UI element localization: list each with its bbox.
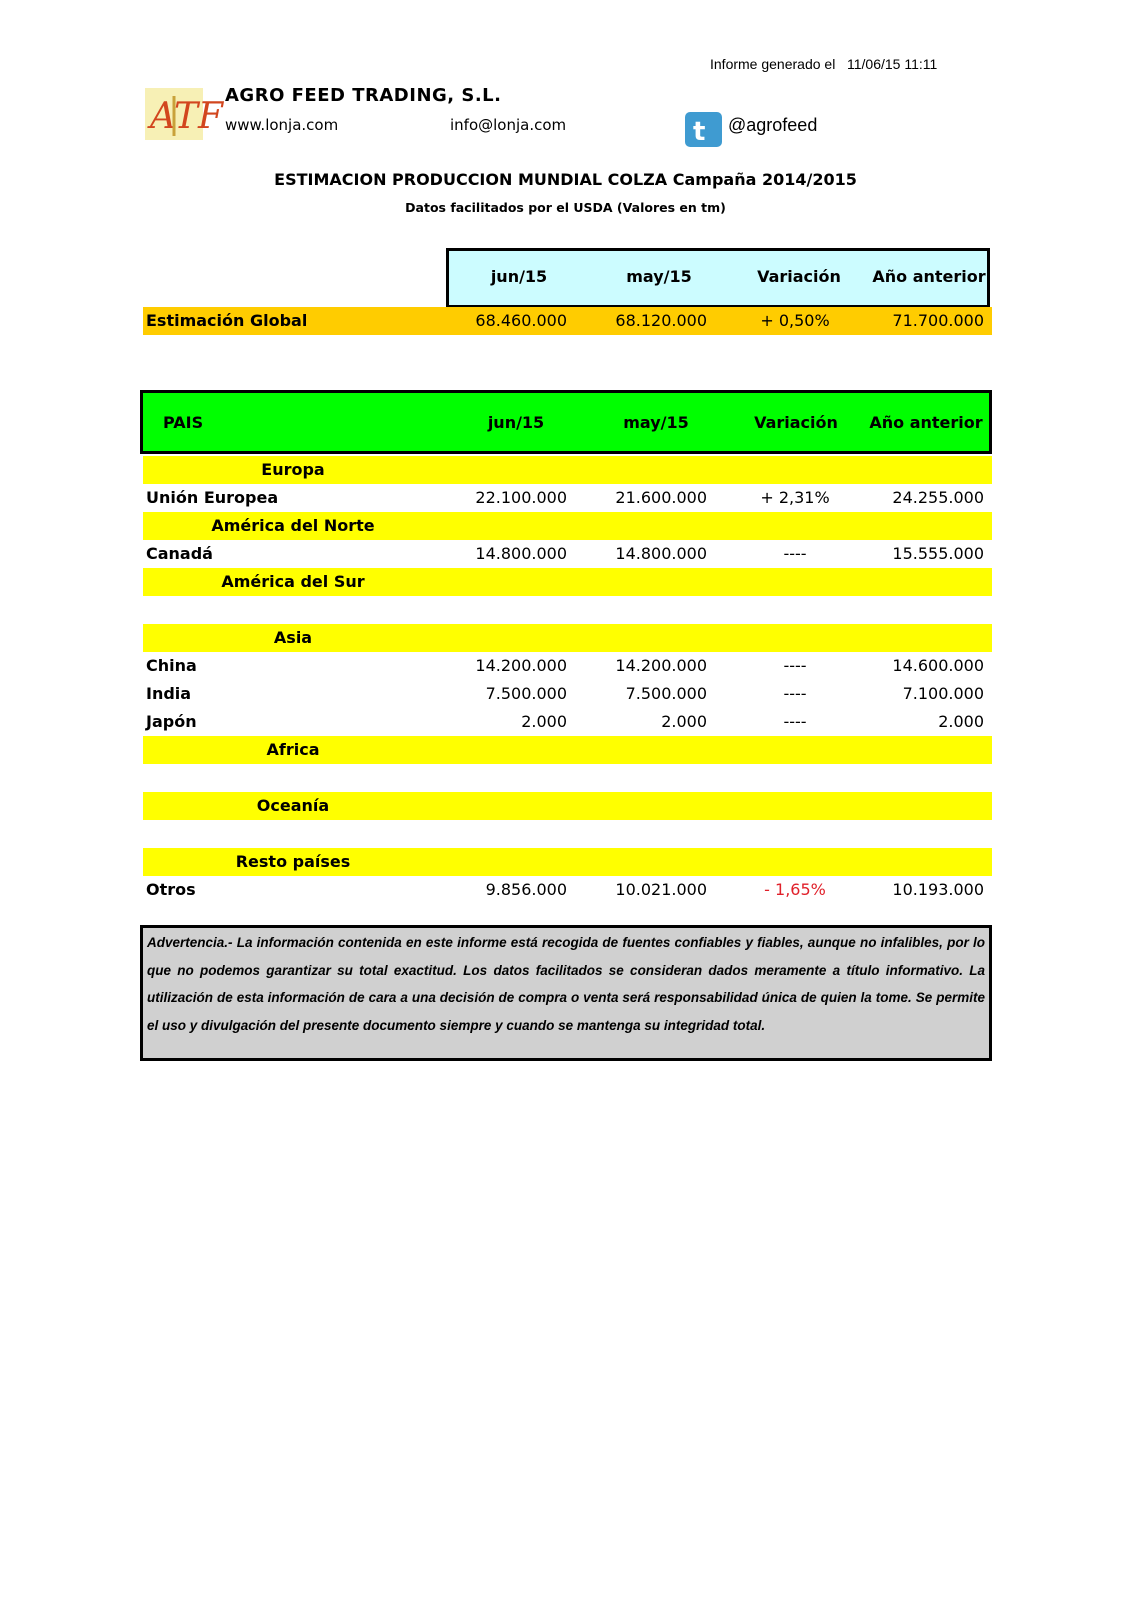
region-row-oceania bbox=[143, 792, 992, 820]
value-previous: 14.800.000 bbox=[615, 544, 707, 563]
region-row-africa bbox=[143, 736, 992, 764]
region-row-america-sur bbox=[143, 568, 992, 596]
global-variation: + 0,50% bbox=[760, 311, 830, 330]
twitter-icon bbox=[685, 112, 722, 147]
region-label: Europa bbox=[261, 460, 325, 479]
value-current: 14.800.000 bbox=[475, 544, 567, 563]
value-variation: ---- bbox=[783, 712, 807, 731]
value-last-year: 2.000 bbox=[938, 712, 984, 731]
global-label: Estimación Global bbox=[146, 311, 308, 330]
region-row-asia bbox=[143, 624, 992, 652]
table-row bbox=[143, 484, 992, 512]
table-row bbox=[143, 540, 992, 568]
generated-label: Informe generado el bbox=[710, 56, 836, 72]
value-variation: + 2,31% bbox=[760, 488, 830, 507]
table-row bbox=[143, 876, 992, 904]
value-previous: 10.021.000 bbox=[615, 880, 707, 899]
value-current: 7.500.000 bbox=[485, 684, 567, 703]
col-previous: may/15 bbox=[623, 413, 689, 432]
value-previous: 2.000 bbox=[661, 712, 707, 731]
value-previous: 14.200.000 bbox=[615, 656, 707, 675]
country-table-header bbox=[140, 390, 992, 454]
value-last-year: 24.255.000 bbox=[892, 488, 984, 507]
value-last-year: 14.600.000 bbox=[892, 656, 984, 675]
region-label: Oceanía bbox=[256, 796, 330, 815]
region-row-america-norte bbox=[143, 512, 992, 540]
col-variation: Variación bbox=[754, 413, 838, 432]
table-row bbox=[143, 652, 992, 680]
disclaimer-box: Advertencia.- La información contenida en este informe está recogida de fuentes confiables y fiables, aunque no infalibles, por lo que no podemos garantizar su total exactitud. Los datos facilitados se consideran dados meramente a título informativo. La utilización de esta información de cara a una decisión de compra o venta será responsabilidad única de quien la tome. Se permite el uso y divulgación del presente documento siempre y cuando se mantenga su integridad total. bbox=[140, 925, 992, 1061]
country-name: Otros bbox=[146, 880, 196, 899]
region-label: Resto países bbox=[235, 852, 351, 871]
global-estimate-row bbox=[143, 307, 992, 335]
col-previous: may/15 bbox=[626, 267, 692, 286]
col-country: PAIS bbox=[163, 413, 204, 432]
value-last-year: 7.100.000 bbox=[902, 684, 984, 703]
col-last-year: Año anterior bbox=[869, 413, 983, 432]
table-row bbox=[143, 708, 992, 736]
website-link[interactable]: www.lonja.com bbox=[225, 116, 339, 134]
report-subtitle: Datos facilitados por el USDA (Valores en tm) bbox=[405, 200, 726, 215]
value-variation: ---- bbox=[783, 684, 807, 703]
country-name: Japón bbox=[146, 712, 197, 731]
table-row bbox=[143, 680, 992, 708]
company-logo bbox=[145, 88, 224, 140]
logo-text: ATF bbox=[150, 96, 224, 137]
global-last-year: 71.700.000 bbox=[892, 311, 984, 330]
value-variation: ---- bbox=[783, 656, 807, 675]
generated-datetime: 11/06/15 11:11 bbox=[846, 56, 938, 72]
value-last-year: 10.193.000 bbox=[892, 880, 984, 899]
col-current: jun/15 bbox=[490, 267, 548, 286]
value-current: 14.200.000 bbox=[475, 656, 567, 675]
twitter-handle[interactable]: @agrofeed bbox=[728, 115, 818, 135]
company-name: AGRO FEED TRADING, S.L. bbox=[225, 85, 502, 106]
col-variation: Variación bbox=[757, 267, 841, 286]
col-current: jun/15 bbox=[487, 413, 545, 432]
country-name: India bbox=[146, 684, 192, 703]
region-label: América del Sur bbox=[221, 572, 365, 591]
country-name: Canadá bbox=[146, 544, 213, 563]
global-current: 68.460.000 bbox=[475, 311, 567, 330]
region-label: Asia bbox=[273, 628, 313, 647]
generated-timestamp bbox=[710, 56, 937, 72]
value-previous: 21.600.000 bbox=[615, 488, 707, 507]
value-variation: ---- bbox=[783, 544, 807, 563]
global-previous: 68.120.000 bbox=[615, 311, 707, 330]
value-last-year: 15.555.000 bbox=[892, 544, 984, 563]
value-previous: 7.500.000 bbox=[625, 684, 707, 703]
email-link[interactable]: info@lonja.com bbox=[450, 116, 567, 134]
value-current: 9.856.000 bbox=[485, 880, 567, 899]
region-label: Africa bbox=[266, 740, 320, 759]
region-row-europa bbox=[143, 456, 992, 484]
value-variation-negative: - 1,65% bbox=[764, 880, 826, 899]
value-current: 2.000 bbox=[521, 712, 567, 731]
global-header bbox=[446, 248, 990, 308]
svg-text:t: t bbox=[693, 117, 706, 147]
col-last-year: Año anterior bbox=[872, 267, 986, 286]
region-row-resto bbox=[143, 848, 992, 876]
region-label: América del Norte bbox=[211, 516, 375, 535]
value-current: 22.100.000 bbox=[475, 488, 567, 507]
country-name: Unión Europea bbox=[146, 488, 279, 507]
report-title: ESTIMACION PRODUCCION MUNDIAL COLZA Campaña 2014/2015 bbox=[274, 170, 857, 189]
country-name: China bbox=[146, 656, 197, 675]
